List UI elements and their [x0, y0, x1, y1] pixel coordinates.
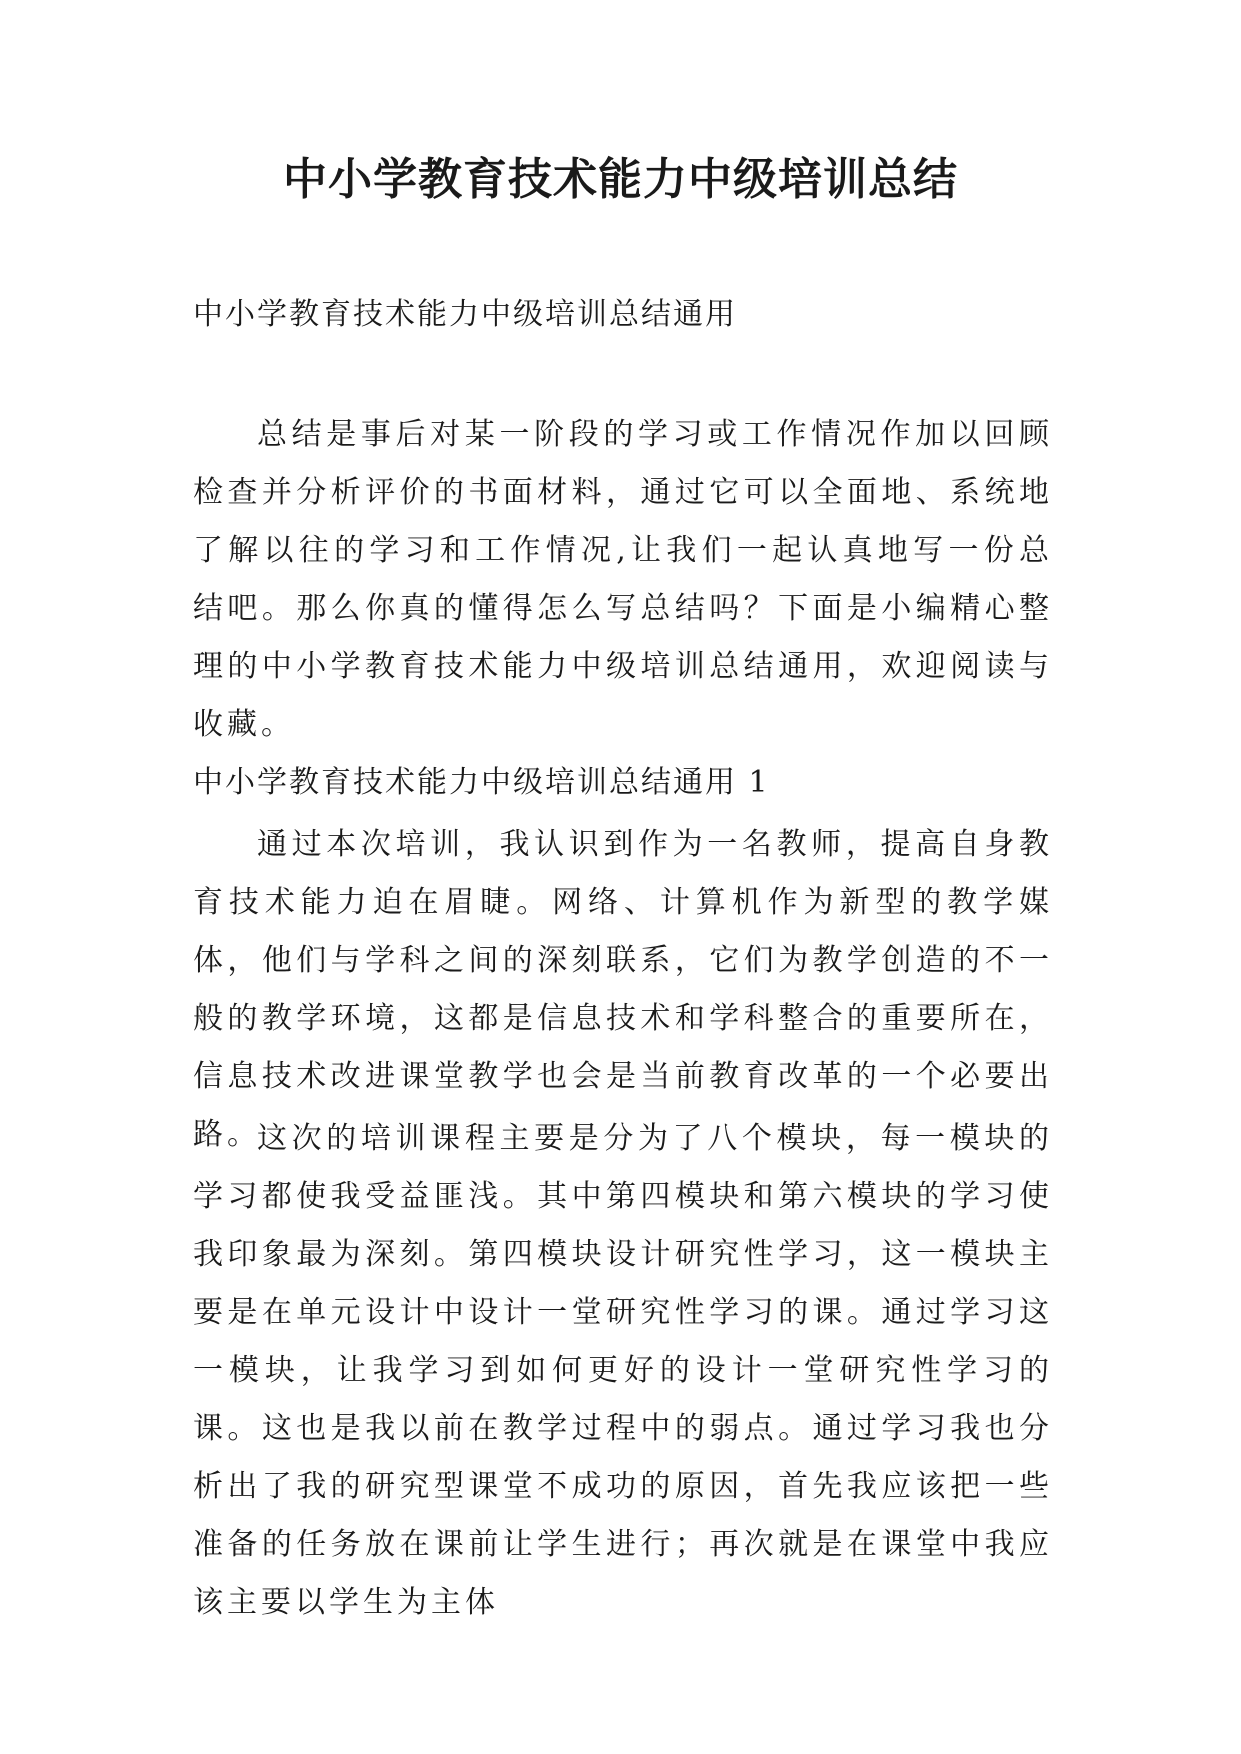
document-subtitle: 中小学教育技术能力中级培训总结通用	[193, 297, 737, 332]
section-heading: 中小学教育技术能力中级培训总结通用 1	[193, 765, 770, 800]
body-paragraph-1: 通过本次培训，我认识到作为一名教师，提高自身教育技术能力迫在眉睫。网络、计算机作为新型的教学媒体，他们与学科之间的深刻联系，它们为教学创造的不一般的教学环境，这都是信息技术和学科整合的重要所在，信息技术改进课堂教学也会是当前教育改革的一个必要出路。	[193, 827, 1053, 1152]
document-title: 中小学教育技术能力中级培训总结	[283, 154, 958, 205]
intro-paragraph: 总结是事后对某一阶段的学习或工作情况作加以回顾检查并分析评价的书面材料，通过它可以全面地、系统地了解以往的学习和工作情况,让我们一起认真地写一份总结吧。那么你真的懂得怎么写总结吗？下面是小编精心整理的中小学教育技术能力中级培训总结通用，欢迎阅读与收藏。	[193, 417, 1053, 742]
body-paragraph-2: 这次的培训课程主要是分为了八个模块，每一模块的学习都使我受益匪浅。其中第四模块和第六模块的学习使我印象最为深刻。第四模块设计研究性学习，这一模块主要是在单元设计中设计一堂研究性学习的课。通过学习这一模块，让我学习到如何更好的设计一堂研究性学习的课。这也是我以前在教学过程中的弱点。通过学习我也分析出了我的研究型课堂不成功的原因，首先我应该把一些准备的任务放在课前让学生进行；再次就是在课堂中我应该主要以学生为主体	[193, 1121, 1053, 1620]
